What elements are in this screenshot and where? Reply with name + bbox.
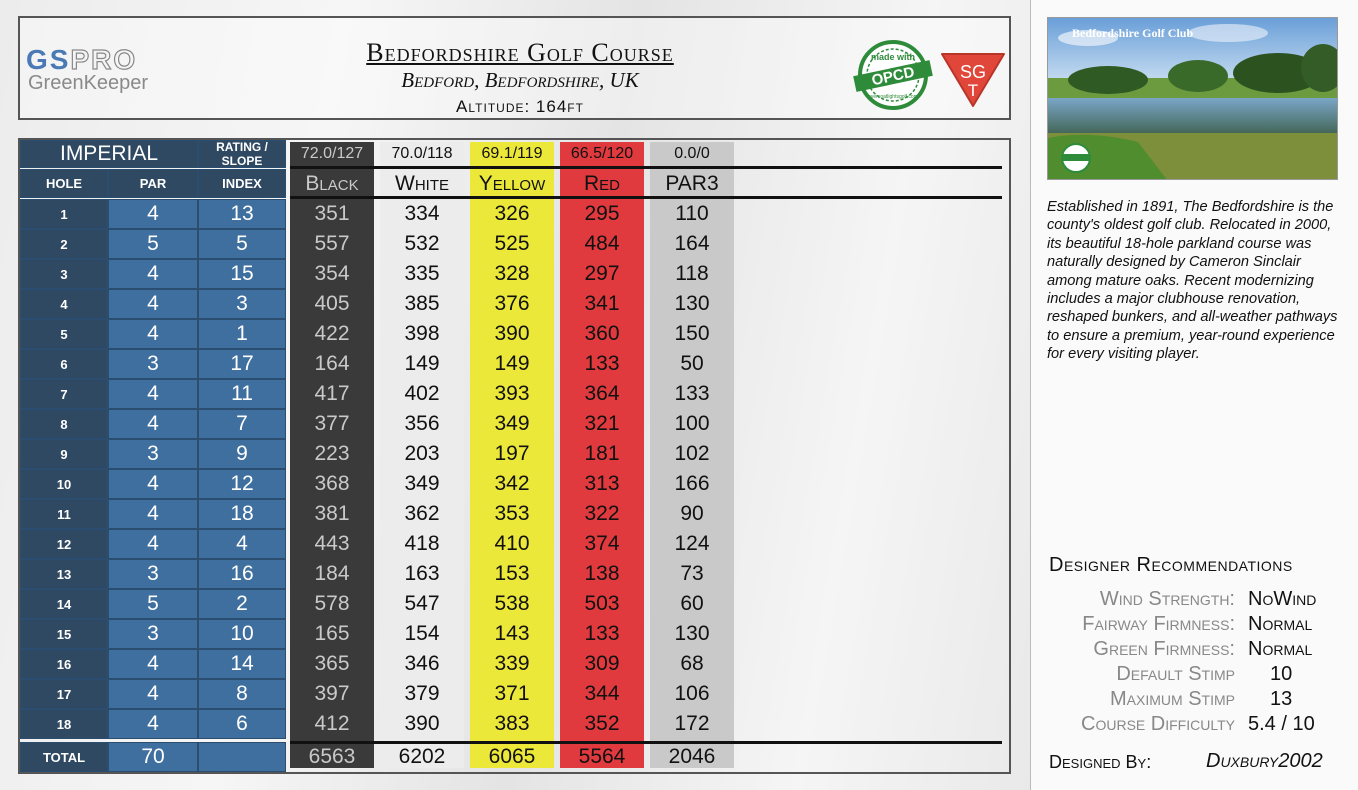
yardage-cell: 165 — [314, 622, 350, 645]
index-header: INDEX — [198, 169, 286, 198]
course-title: Bedfordshire Golf Course — [366, 38, 674, 67]
header-divider-top — [290, 166, 1002, 169]
yardage-cell: 383 — [494, 712, 530, 735]
yardage-cell: 538 — [494, 592, 530, 615]
hole-number: 1 — [20, 199, 108, 229]
hole-number: 18 — [20, 709, 108, 739]
recommendation-label: Wind Strength: — [1099, 588, 1235, 610]
yardage-cell: 390 — [494, 322, 530, 345]
hole-index: 8 — [198, 679, 286, 709]
scorecard-header — [18, 16, 1011, 120]
yardage-cell: 417 — [314, 382, 350, 405]
hole-index: 14 — [198, 649, 286, 679]
course-description: Established in 1891, The Bedfordshire is the county's oldest golf club. Relocated in 2000, its beautiful 18-hole parkland course was naturally designed by Cameron Sinclair among mature oaks. Recent modernizing includes a major clubhouse renovation, reshaped bunkers, and all-weather pathways to ensure a premium, year-round experience for every visiting player. — [1047, 199, 1338, 363]
yardage-cell: 295 — [584, 202, 620, 225]
recommendation-value: Normal — [1248, 638, 1313, 660]
recommendation-value: 5.4 / 10 — [1248, 713, 1315, 735]
yardage-cell: 405 — [314, 292, 350, 315]
yardage-cell: 133 — [674, 382, 710, 405]
yardage-cell: 321 — [584, 412, 620, 435]
hole-index: 1 — [198, 319, 286, 349]
yardage-cell: 164 — [314, 352, 350, 375]
hole-par: 5 — [108, 229, 198, 259]
yardage-cell: 376 — [494, 292, 530, 315]
total-par: 70 — [108, 742, 198, 772]
tee-name: Red — [583, 172, 620, 195]
recommendation-value: 13 — [1270, 688, 1293, 710]
recommendation-value: 10 — [1270, 663, 1293, 685]
hole-index: 10 — [198, 619, 286, 649]
hole-index: 6 — [198, 709, 286, 739]
yardage-cell: 322 — [584, 502, 620, 525]
yardage-cell: 150 — [674, 322, 710, 345]
yardage-cell: 390 — [404, 712, 440, 735]
tee-name: Yellow — [478, 172, 546, 195]
hole-number: 8 — [20, 409, 108, 439]
yardage-cell: 90 — [680, 502, 704, 525]
yardage-cell: 412 — [314, 712, 350, 735]
total-index-blank — [198, 742, 286, 772]
recommendation-label: Green Firmness: — [1093, 638, 1235, 660]
yardage-cell: 73 — [680, 562, 704, 585]
yardage-cell: 397 — [314, 682, 350, 705]
yardage-cell: 393 — [494, 382, 530, 405]
yardage-cell: 164 — [674, 232, 710, 255]
yardage-cell: 172 — [674, 712, 710, 735]
hole-number: 5 — [20, 319, 108, 349]
recommendations-title: Designer Recommendations — [1049, 554, 1293, 576]
greenkeeper-logo: GreenKeeper — [28, 72, 149, 94]
tee-total: 6202 — [398, 745, 446, 768]
yardage-cell: 133 — [584, 352, 620, 375]
tee-name: Black — [305, 172, 359, 195]
yardage-cell: 578 — [314, 592, 350, 615]
gspro-logo-pro: PRO — [70, 44, 138, 75]
designer-name: Duxbury2002 — [1206, 750, 1323, 772]
yardage-cell: 418 — [404, 532, 440, 555]
hole-par: 4 — [108, 709, 198, 739]
opcd-badge-bottom: overcoatlightsgolf.com — [868, 94, 918, 100]
yardage-cell: 313 — [584, 472, 620, 495]
yardage-cell: 335 — [404, 262, 440, 285]
yardage-cell: 349 — [494, 412, 530, 435]
yardage-cell: 334 — [404, 202, 440, 225]
yardage-cell: 149 — [404, 352, 440, 375]
gspro-logo-gs: GS — [26, 44, 71, 75]
hole-index: 9 — [198, 439, 286, 469]
yardage-cell: 130 — [674, 292, 710, 315]
yardage-cell: 484 — [584, 232, 620, 255]
yardage-cell: 124 — [674, 532, 710, 555]
hole-index: 15 — [198, 259, 286, 289]
tee-total: 6563 — [308, 745, 356, 768]
hole-index: 18 — [198, 499, 286, 529]
yardage-cell: 557 — [314, 232, 350, 255]
total-divider — [290, 741, 1002, 744]
hole-index: 11 — [198, 379, 286, 409]
hole-index: 2 — [198, 589, 286, 619]
yardage-cell: 371 — [494, 682, 530, 705]
hole-par: 4 — [108, 679, 198, 709]
tee-rating-slope: 72.0/127 — [300, 145, 364, 162]
yardage-cell: 368 — [314, 472, 350, 495]
yardage-cell: 352 — [584, 712, 620, 735]
hole-header: HOLE — [20, 169, 108, 198]
hole-number: 13 — [20, 559, 108, 589]
hole-par: 3 — [108, 619, 198, 649]
recommendation-row — [1040, 663, 1340, 688]
yardage-cell: 365 — [314, 652, 350, 675]
yardage-cell: 351 — [314, 202, 350, 225]
hole-par: 4 — [108, 499, 198, 529]
hole-number: 11 — [20, 499, 108, 529]
recommendation-row — [1040, 688, 1340, 713]
yardage-cell: 398 — [404, 322, 440, 345]
hole-index: 7 — [198, 409, 286, 439]
hole-number: 16 — [20, 649, 108, 679]
tee-name: PAR3 — [665, 172, 719, 195]
yardage-cell: 153 — [494, 562, 530, 585]
yardage-cell: 181 — [584, 442, 620, 465]
tee-total: 6065 — [488, 745, 536, 768]
yardage-cell: 339 — [494, 652, 530, 675]
hole-par: 4 — [108, 529, 198, 559]
hole-index: 16 — [198, 559, 286, 589]
hole-index: 5 — [198, 229, 286, 259]
course-location: Bedford, Bedfordshire, UK — [401, 68, 639, 92]
hole-par: 3 — [108, 559, 198, 589]
yardage-cell: 532 — [404, 232, 440, 255]
yardage-cell: 309 — [584, 652, 620, 675]
par-header: PAR — [108, 169, 198, 198]
hole-index: 3 — [198, 289, 286, 319]
recommendation-row — [1040, 638, 1340, 663]
yardage-cell: 381 — [314, 502, 350, 525]
hole-number: 14 — [20, 589, 108, 619]
hole-number: 12 — [20, 529, 108, 559]
hole-par: 4 — [108, 289, 198, 319]
yardage-cell: 326 — [494, 202, 530, 225]
hole-index: 13 — [198, 199, 286, 229]
header-divider-bottom — [290, 196, 1002, 199]
yardage-cell: 362 — [404, 502, 440, 525]
tee-total: 2046 — [668, 745, 716, 768]
hole-number: 2 — [20, 229, 108, 259]
tee-rating-slope: 69.1/119 — [481, 145, 543, 162]
yardage-cell: 223 — [314, 442, 350, 465]
hole-par: 4 — [108, 469, 198, 499]
hole-par: 3 — [108, 349, 198, 379]
recommendation-label: Maximum Stimp — [1110, 688, 1235, 710]
yardage-cell: 149 — [494, 352, 530, 375]
yardage-cell: 203 — [404, 442, 440, 465]
yardage-cell: 100 — [674, 412, 710, 435]
designed-by-label: Designed By: — [1049, 752, 1152, 772]
hole-par: 5 — [108, 589, 198, 619]
yardage-cell: 349 — [404, 472, 440, 495]
hole-par: 4 — [108, 319, 198, 349]
hole-par: 4 — [108, 409, 198, 439]
yardage-cell: 184 — [314, 562, 350, 585]
recommendation-label: Fairway Firmness: — [1082, 613, 1235, 635]
yardage-cell: 379 — [404, 682, 440, 705]
yardage-cell: 163 — [404, 562, 440, 585]
yardage-cell: 110 — [675, 202, 709, 225]
yardage-cell: 118 — [675, 262, 709, 285]
tee-rating-slope: 70.0/118 — [391, 145, 453, 162]
recommendation-label: Default Stimp — [1116, 663, 1235, 685]
tee-total: 5564 — [578, 745, 626, 768]
yardage-cell: 138 — [584, 562, 620, 585]
hole-number: 7 — [20, 379, 108, 409]
hole-par: 4 — [108, 379, 198, 409]
sgt-logo-sg: SG — [959, 62, 987, 82]
course-title-block — [270, 38, 770, 117]
yardage-cell: 154 — [404, 622, 440, 645]
yardage-cell: 60 — [680, 592, 704, 615]
yardage-cell: 443 — [314, 532, 350, 555]
hole-index: 4 — [198, 529, 286, 559]
hole-par: 4 — [108, 649, 198, 679]
recommendation-row — [1040, 713, 1340, 738]
hole-number: 3 — [20, 259, 108, 289]
tee-rating-slope: 0.0/0 — [674, 145, 710, 162]
photo-caption: Bedfordshire Golf Club — [1072, 26, 1194, 40]
yardage-cell: 342 — [494, 472, 530, 495]
opcd-badge-main: OPCD — [870, 63, 917, 90]
hole-number: 17 — [20, 679, 108, 709]
yardage-cell: 525 — [494, 232, 530, 255]
yardage-cell: 360 — [584, 322, 620, 345]
hole-number: 15 — [20, 619, 108, 649]
yardage-cell: 197 — [494, 442, 530, 465]
course-photo — [1047, 17, 1338, 180]
yardage-cell: 344 — [584, 682, 620, 705]
yardage-cell: 374 — [584, 532, 620, 555]
yardage-cell: 385 — [404, 292, 440, 315]
tee-name: White — [395, 172, 449, 195]
yardage-cell: 410 — [494, 532, 530, 555]
recommendation-row — [1040, 588, 1340, 613]
yardage-cell: 346 — [404, 652, 440, 675]
yardage-cell: 547 — [404, 592, 440, 615]
yardage-cell: 422 — [314, 322, 350, 345]
yardage-cell: 133 — [584, 622, 620, 645]
yardage-cell: 143 — [494, 622, 530, 645]
units-header: IMPERIAL — [20, 140, 198, 168]
recommendation-label: Course Difficulty — [1081, 713, 1235, 735]
sgt-logo-icon — [938, 48, 1008, 108]
hole-index: 17 — [198, 349, 286, 379]
yardage-cell: 377 — [314, 412, 350, 435]
hole-par: 4 — [108, 199, 198, 229]
yardage-cell: 68 — [680, 652, 704, 675]
recommendation-value: NoWind — [1248, 588, 1317, 610]
hole-par: 4 — [108, 259, 198, 289]
hole-number: 9 — [20, 439, 108, 469]
yardage-cell: 341 — [584, 292, 620, 315]
yardage-cell: 354 — [314, 262, 350, 285]
tee-rating-slope: 66.5/120 — [570, 145, 634, 162]
yardage-cell: 353 — [494, 502, 530, 525]
yardage-cell: 356 — [404, 412, 440, 435]
yardage-cell: 166 — [674, 472, 710, 495]
opcd-badge-top: made with — [870, 52, 916, 62]
hole-par: 3 — [108, 439, 198, 469]
hole-number: 4 — [20, 289, 108, 319]
opcd-badge-icon — [850, 38, 936, 112]
yardage-cell: 402 — [404, 382, 440, 405]
yardage-cell: 328 — [494, 262, 530, 285]
sgt-logo-t: T — [967, 81, 979, 100]
yardage-cell: 503 — [584, 592, 620, 615]
hole-index: 12 — [198, 469, 286, 499]
recommendation-value: Normal — [1248, 613, 1313, 635]
recommendation-row — [1040, 613, 1340, 638]
course-landscape-image — [1048, 18, 1338, 180]
hole-number: 6 — [20, 349, 108, 379]
yardage-cell: 50 — [680, 352, 704, 375]
yardage-cell: 102 — [674, 442, 710, 465]
yardage-cell: 130 — [674, 622, 710, 645]
rating-slope-header: RATING / SLOPE — [198, 140, 286, 168]
yardage-cell: 364 — [584, 382, 620, 405]
hole-number: 10 — [20, 469, 108, 499]
yardage-cell: 106 — [674, 682, 710, 705]
yardage-cell: 297 — [584, 262, 620, 285]
course-altitude: Altitude: 164ft — [456, 97, 584, 116]
total-label: TOTAL — [20, 742, 108, 772]
